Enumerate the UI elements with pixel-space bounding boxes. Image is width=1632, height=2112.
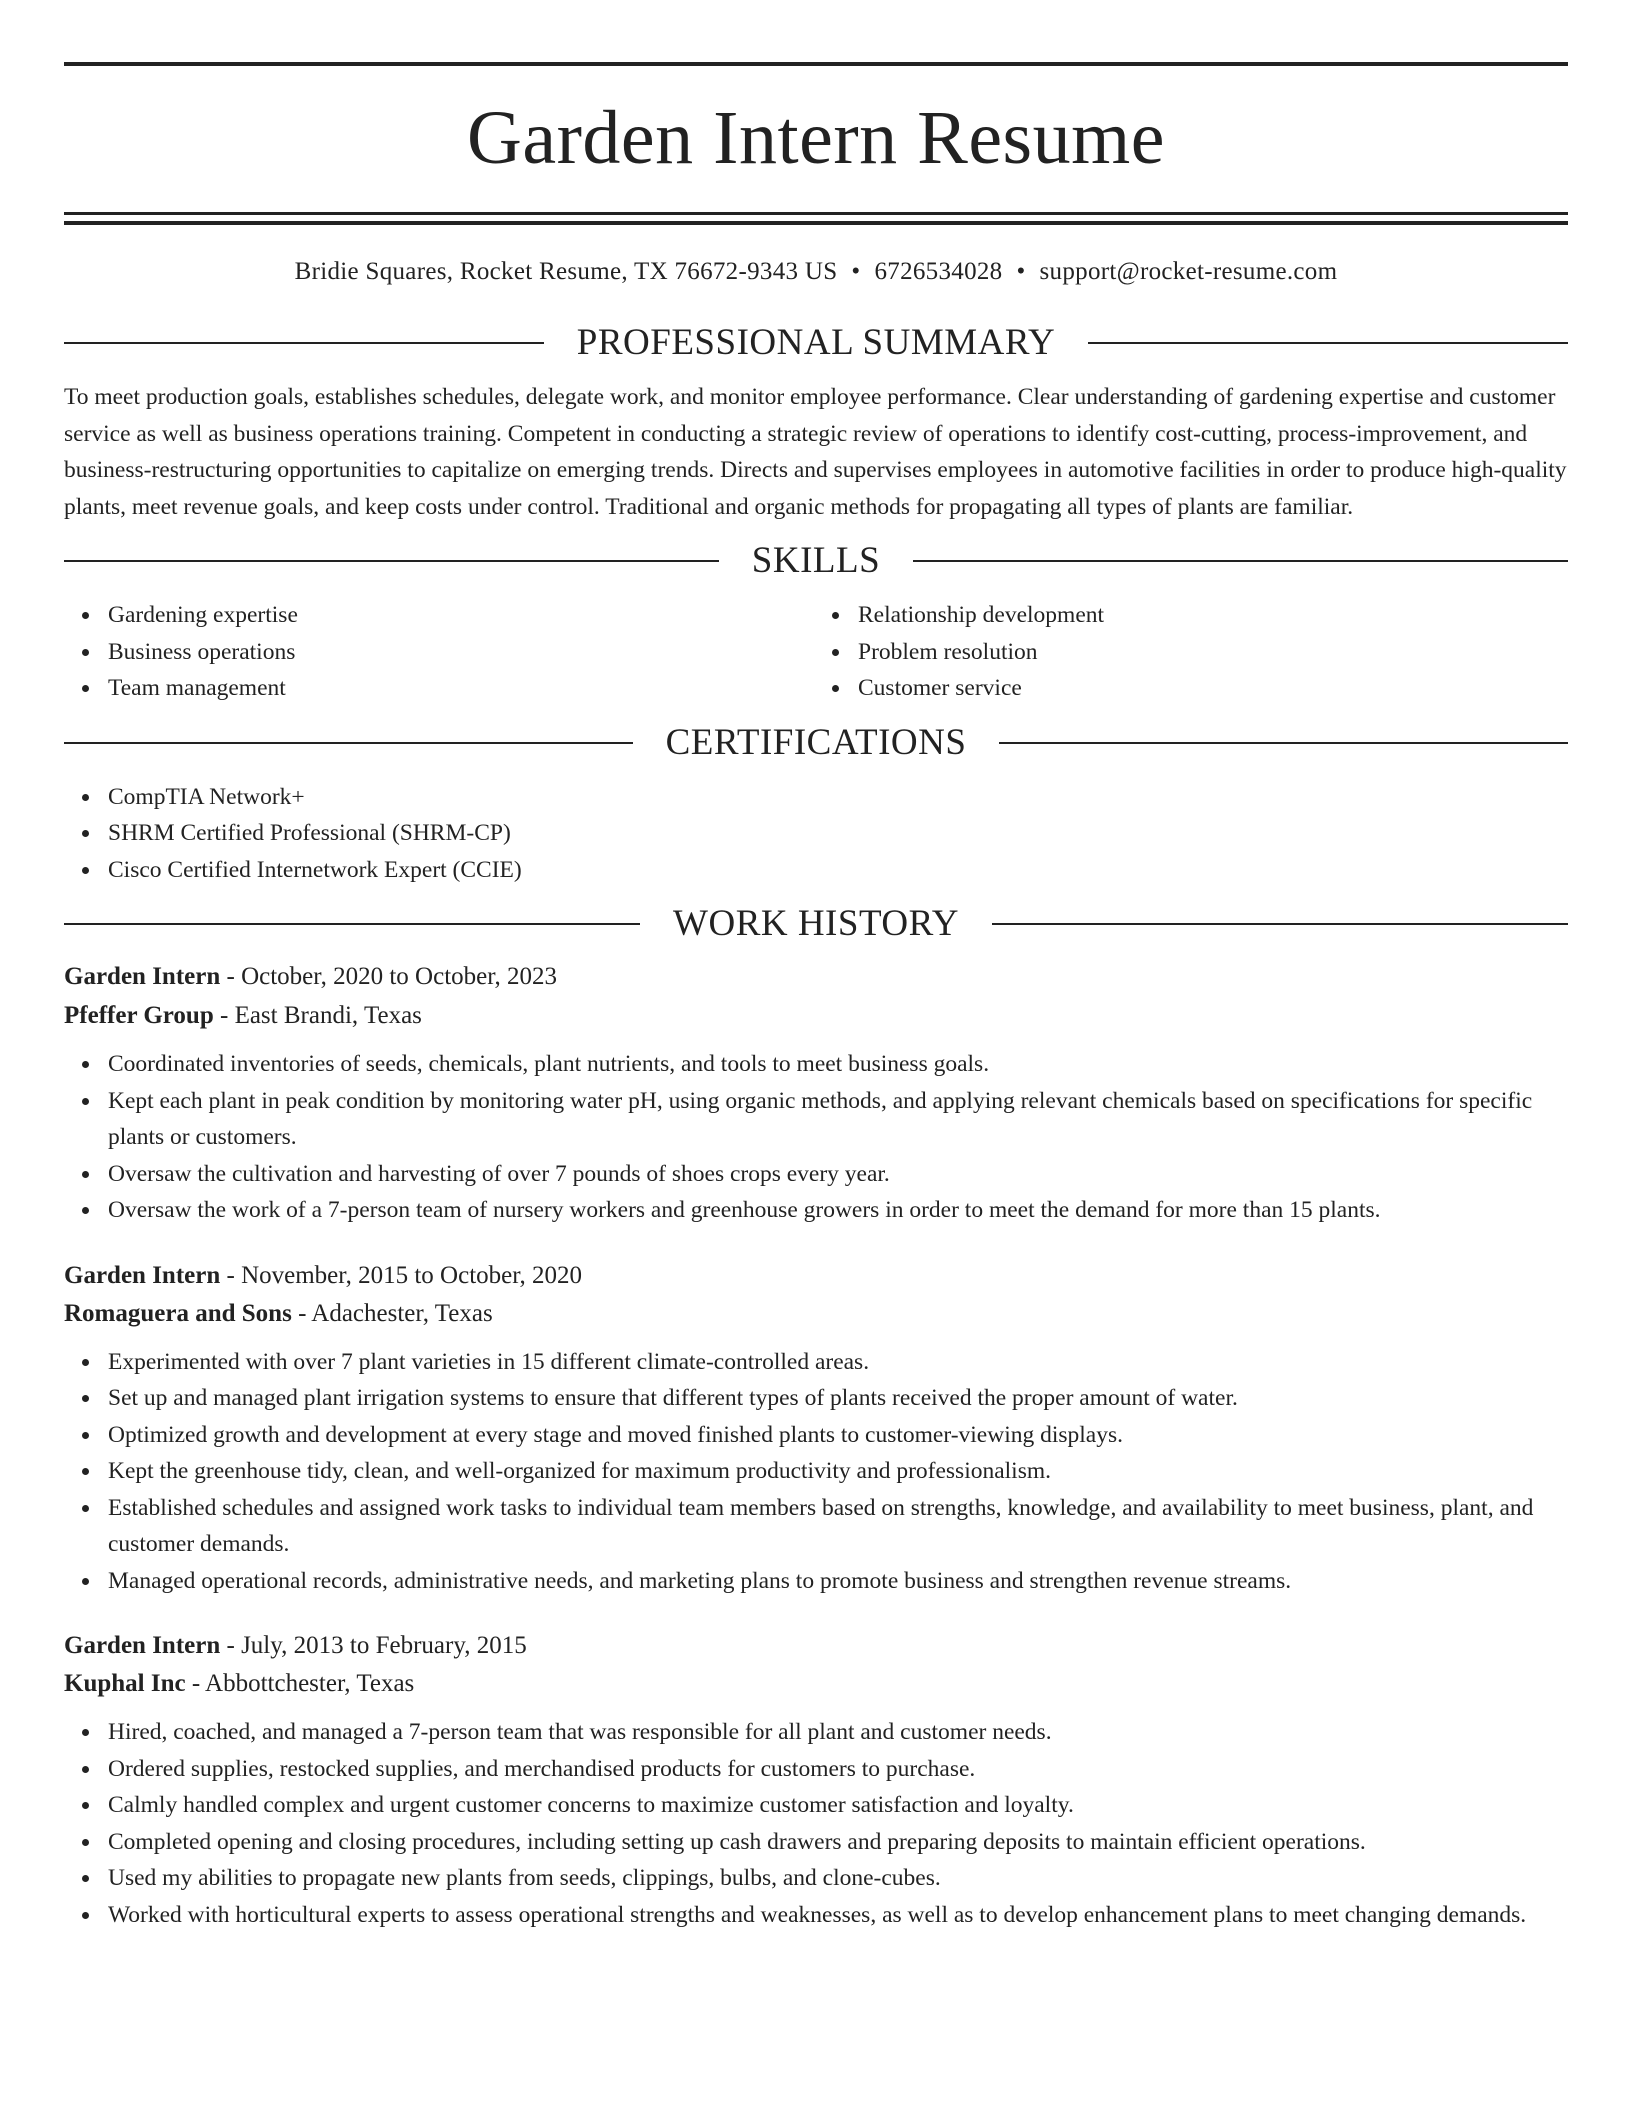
- job-dates: November, 2015 to October, 2020: [241, 1261, 583, 1289]
- certification-item: CompTIA Network+: [108, 779, 1568, 816]
- certification-item: Cisco Certified Internetwork Expert (CCIE): [108, 852, 1568, 889]
- certifications-list: [64, 779, 1568, 889]
- job-company-line: [64, 1298, 1568, 1330]
- job-bullets: [64, 1714, 1568, 1933]
- job-bullet: Oversaw the cultivation and harvesting of over 7 pounds of shoes crops every year.: [108, 1156, 1568, 1193]
- job-bullet: Completed opening and closing procedures, including setting up cash drawers and preparing deposits to maintain efficient operations.: [108, 1824, 1568, 1861]
- job-company: Kuphal Inc: [64, 1670, 186, 1697]
- certifications-heading: CERTIFICATIONS: [665, 721, 967, 763]
- job-entry: [64, 1260, 1568, 1600]
- heading-rule-left: [64, 923, 640, 925]
- job-bullet: Calmly handled complex and urgent customer concerns to maximize customer satisfaction and loyalty.: [108, 1787, 1568, 1824]
- skill-item: Team management: [108, 670, 818, 707]
- heading-rule-left: [64, 742, 633, 744]
- summary-heading: PROFESSIONAL SUMMARY: [576, 322, 1056, 363]
- skills-heading: SKILLS: [751, 540, 881, 581]
- job-title: Garden Intern: [64, 1632, 221, 1659]
- job-bullet: Managed operational records, administrative needs, and marketing plans to promote business and strengthen revenue streams.: [108, 1563, 1568, 1600]
- heading-rule-right: [1088, 342, 1568, 344]
- skills-column-right: [818, 597, 1568, 707]
- job-bullets: [64, 1046, 1568, 1229]
- job-dash: -: [291, 1299, 312, 1327]
- job-bullet: Coordinated inventories of seeds, chemicals, plant nutrients, and tools to meet business goals.: [108, 1046, 1568, 1083]
- job-company: Pfeffer Group: [64, 1002, 214, 1029]
- contact-phone: 6726534028: [874, 258, 1003, 285]
- contact-address: Bridie Squares, Rocket Resume, TX 76672-9343 US: [294, 258, 838, 285]
- job-bullets: [64, 1344, 1568, 1600]
- job-dash: -: [185, 1670, 206, 1697]
- job-company-line: [64, 1668, 1568, 1700]
- summary-section-heading: [64, 323, 1568, 363]
- contact-line: [64, 257, 1568, 287]
- work-heading: WORK HISTORY: [673, 903, 959, 944]
- skill-item: Relationship development: [858, 597, 1568, 634]
- skill-item: Business operations: [108, 634, 818, 671]
- job-dash: -: [220, 1261, 242, 1289]
- contact-separator: •: [851, 258, 861, 285]
- job-bullet: Kept the greenhouse tidy, clean, and well-organized for maximum productivity and professionalism.: [108, 1453, 1568, 1490]
- job-title-line: [64, 961, 1568, 993]
- job-location: East Brandi, Texas: [234, 1002, 422, 1029]
- skill-item: Problem resolution: [858, 634, 1568, 671]
- document-title: Garden Intern Resume: [467, 96, 1165, 180]
- contact-separator: •: [1016, 258, 1026, 285]
- job-entry: [64, 1630, 1568, 1933]
- skills-column-left: [64, 597, 818, 707]
- job-bullet: Established schedules and assigned work tasks to individual team members based on strengths, knowledge, and availability to meet business, plant, and customer demands.: [108, 1490, 1568, 1563]
- job-bullet: Set up and managed plant irrigation systems to ensure that different types of plants received the proper amount of water.: [108, 1380, 1568, 1417]
- job-bullet: Experimented with over 7 plant varieties in 15 different climate-controlled areas.: [108, 1344, 1568, 1381]
- job-title: Garden Intern: [64, 1261, 221, 1289]
- job-bullet: Optimized growth and development at every stage and moved finished plants to customer-viewing displays.: [108, 1417, 1568, 1454]
- job-title: Garden Intern: [64, 963, 221, 990]
- job-bullet: Worked with horticultural experts to assess operational strengths and weaknesses, as well as to develop enhancement plans to meet changing demands.: [108, 1897, 1568, 1934]
- certifications-section-heading: [64, 723, 1568, 763]
- contact-email: support@rocket-resume.com: [1039, 258, 1338, 285]
- skills-section-heading: [64, 541, 1568, 581]
- heading-rule-right: [913, 560, 1568, 562]
- work-section-heading: [64, 904, 1568, 944]
- certification-item: SHRM Certified Professional (SHRM-CP): [108, 815, 1568, 852]
- job-dash: -: [220, 963, 242, 990]
- job-company-line: [64, 1000, 1568, 1032]
- title-double-rule: [64, 212, 1568, 225]
- skill-item: Gardening expertise: [108, 597, 818, 634]
- job-title-line: [64, 1630, 1568, 1662]
- job-bullet: Hired, coached, and managed a 7-person team that was responsible for all plant and customer needs.: [108, 1714, 1568, 1751]
- job-title-line: [64, 1260, 1568, 1292]
- job-dates: July, 2013 to February, 2015: [241, 1632, 527, 1659]
- summary-text: To meet production goals, establishes schedules, delegate work, and monitor employee performance. Clear understanding of gardening expertise and customer service as well as business operations training. Competent in conducting a strategic review of operations to identify cost-cutting, process-improvement, and business-restructuring opportunities to capitalize on emerging trends. Directs and supervises employees in automotive facilities in order to produce high-quality plants, meet revenue goals, and keep costs under control. Traditional and organic methods for propagating all types of plants are familiar.: [64, 384, 1567, 520]
- job-dash: -: [213, 1002, 235, 1029]
- job-entry: [64, 961, 1568, 1229]
- job-dash: -: [220, 1632, 242, 1659]
- job-bullet: Ordered supplies, restocked supplies, and merchandised products for customers to purchase.: [108, 1751, 1568, 1788]
- job-bullet: Used my abilities to propagate new plants from seeds, clippings, bulbs, and clone-cubes.: [108, 1860, 1568, 1897]
- heading-rule-left: [64, 342, 544, 344]
- skills-list: [64, 597, 1568, 707]
- job-location: Abbottchester, Texas: [205, 1670, 415, 1697]
- job-bullet: Kept each plant in peak condition by monitoring water pH, using organic methods, and applying relevant chemicals based on specifications for specific plants or customers.: [108, 1083, 1568, 1156]
- job-location: Adachester, Texas: [311, 1299, 493, 1327]
- top-rule: [64, 62, 1568, 66]
- job-bullet: Oversaw the work of a 7-person team of nursery workers and greenhouse growers in order to meet the demand for more than 15 plants.: [108, 1192, 1568, 1229]
- job-dates: October, 2020 to October, 2023: [241, 963, 558, 990]
- job-company: Romaguera and Sons: [64, 1299, 292, 1327]
- heading-rule-right: [999, 742, 1568, 744]
- heading-rule-right: [992, 923, 1568, 925]
- heading-rule-left: [64, 560, 719, 562]
- skill-item: Customer service: [858, 670, 1568, 707]
